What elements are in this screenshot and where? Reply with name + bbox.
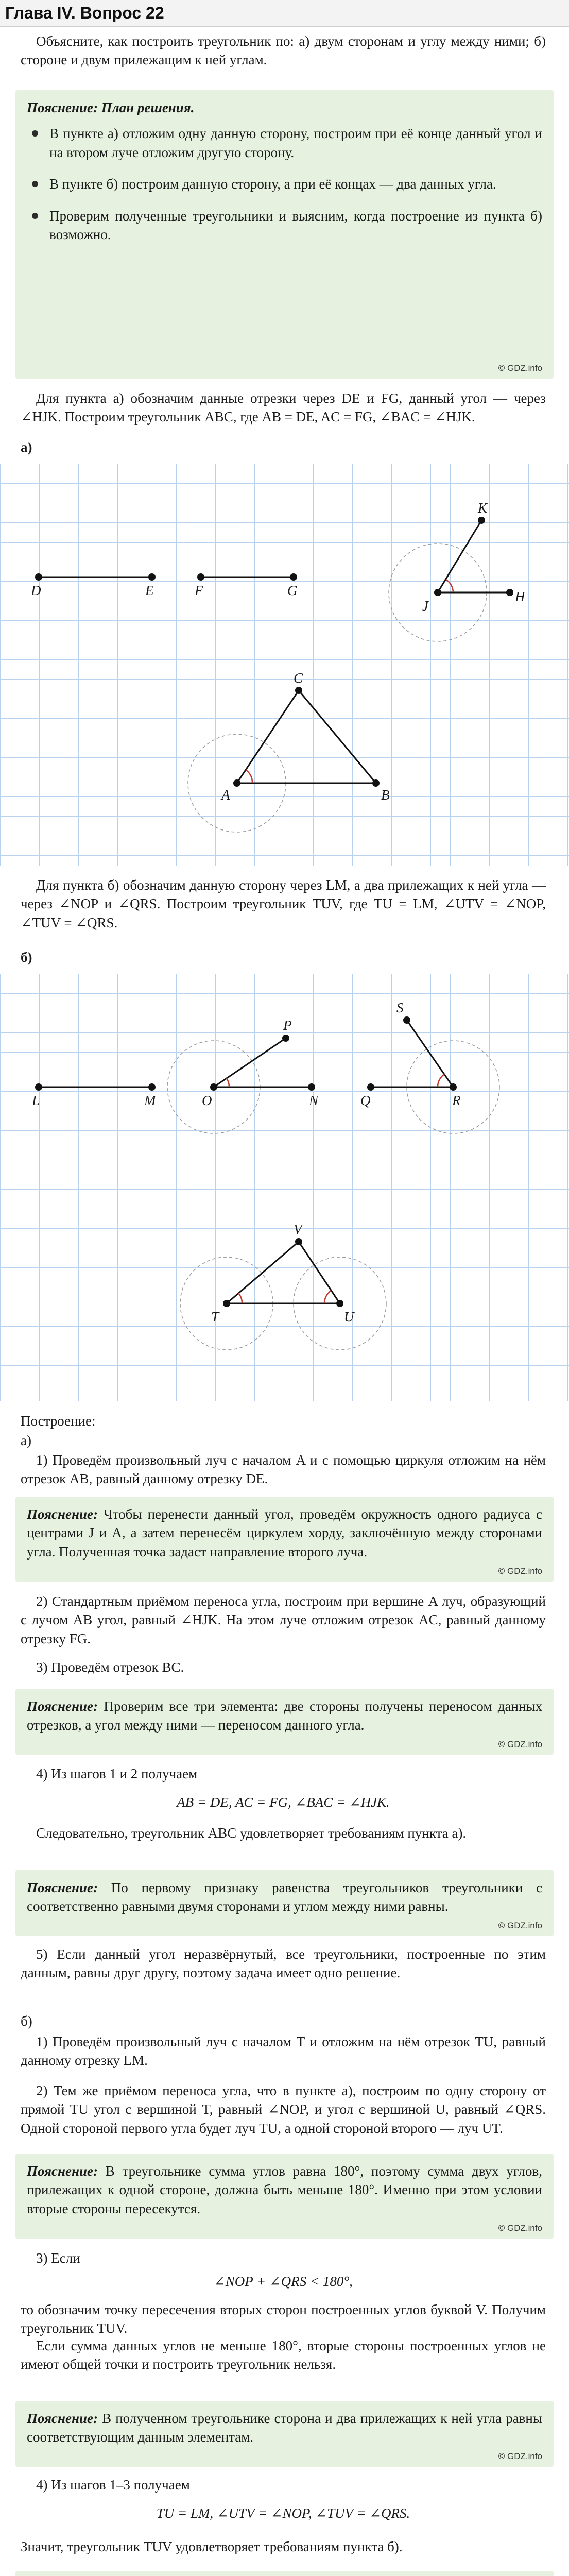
plan-item: В пункте б) построим данную сторону, а при её концах — два данных угла. <box>27 175 542 200</box>
conclusion-a: Следовательно, треугольник ABC удовлетворяет требованиям пункта а). <box>36 1825 467 1841</box>
note-text: Проверим все три элемента: две стороны получены переносом данных отрезков, а угол между ними — переносом данного угла. <box>27 1699 542 1733</box>
point-label: C <box>294 670 303 686</box>
note-label: Пояснение: <box>27 1880 98 1895</box>
point-label: R <box>452 1093 461 1108</box>
point-label: V <box>294 1222 302 1237</box>
point-label: E <box>145 583 154 598</box>
figure-a-drawing <box>0 464 569 866</box>
point-label: G <box>287 583 298 598</box>
point-label: A <box>221 787 230 803</box>
step-b3: 3) Если <box>36 2250 80 2266</box>
point-label: T <box>211 1309 219 1325</box>
point-label: O <box>202 1093 212 1108</box>
gdz-watermark: © GDZ.info <box>498 1739 542 1750</box>
gdz-watermark: © GDZ.info <box>498 363 542 374</box>
step-a3: 3) Проведём отрезок BC. <box>36 1659 184 1675</box>
construction-heading: Построение: <box>21 1413 96 1429</box>
point-label: F <box>195 583 203 598</box>
plan-item: В пункте а) отложим одну данную сторону, построим при её конце данный угол и на втором луче отложим другую сторону. <box>27 124 542 168</box>
point-label: M <box>144 1093 156 1108</box>
point-label: J <box>422 598 428 614</box>
note-label: Пояснение: <box>27 1699 98 1714</box>
step-b4: 4) Из шагов 1–3 получаем <box>36 2477 190 2493</box>
note-a3 <box>15 1870 554 1936</box>
point-label: K <box>478 500 488 516</box>
gdz-watermark: © GDZ.info <box>498 2451 542 2462</box>
figure-b-drawing <box>0 974 569 1401</box>
figure-a-label: а) <box>21 439 32 455</box>
step-a2: 2) Стандартным приёмом переноса угла, построим при вершине A луч, образующий с лучом AB угол, равный ∠HJK. На этом луче отложим отрезок AC, равный данному отрезку FG. <box>21 1594 546 1647</box>
point-label: L <box>32 1093 40 1108</box>
plan-label: Пояснение: План решения. <box>27 100 195 115</box>
step-a1: 1) Проведём произвольный луч с началом A и с помощью циркуля отложим на нём отрезок AB, равный данному отрезку DE. <box>21 1452 546 1487</box>
note-text: Чтобы перенести данный угол, проведём окружность одного радиуса с центрами J и A, а затем перенесём циркулем хорду, заключённую между сторонами угла. Полученная точка задаст направление второго луча. <box>27 1506 542 1560</box>
point-label: Q <box>360 1093 371 1108</box>
note-a2 <box>15 1689 554 1755</box>
point-label: U <box>344 1309 354 1325</box>
gdz-watermark: © GDZ.info <box>498 2223 542 2233</box>
page-title: Глава IV. Вопрос 22 <box>5 3 164 22</box>
point-label: D <box>31 583 41 598</box>
part-b-heading: б) <box>21 2013 32 2029</box>
part-a-intro: Для пункта а) обозначим данные отрезки через DE и FG, данный угол — через ∠HJK. Построим треугольник ABC, где AB = DE, AC = FG, ∠BAC = ∠HJK. <box>21 391 546 425</box>
point-label: B <box>381 787 390 803</box>
step-b3-cont: то обозначим точку пересечения вторых сторон построенных углов буквой V. Получим треугольник TUV. <box>21 2302 546 2336</box>
plan-note <box>15 90 554 379</box>
step-b2: 2) Тем же приёмом переноса угла, что в пункте а), построим по одну сторону от прямой TU угол с вершиной T, равный ∠NOP, и угол с вершиной U, равный ∠QRS. Одной стороной первого угла будет луч TU, а одной стороной второго — луч UT. <box>21 2083 546 2136</box>
note-label: Пояснение: <box>27 2163 98 2179</box>
part-b-intro: Для пункта б) обозначим данную сторону через LM, а два прилежащих к ней угла — через ∠NOP и ∠QRS. Построим треугольник TUV, где TU = LM, ∠UTV = ∠NOP, ∠TUV = ∠QRS. <box>21 877 546 930</box>
equation-b: TU = LM, ∠UTV = ∠NOP, ∠TUV = ∠QRS. <box>156 2505 410 2521</box>
note-a1 <box>15 1497 554 1582</box>
gdz-watermark: © GDZ.info <box>498 1566 542 1577</box>
question-text: Объясните, как построить треугольник по: а) двум сторонам и углу между ними; б) стороне и двум прилежащим к ней углам. <box>21 33 546 68</box>
page-header <box>0 0 569 27</box>
note-b3 <box>15 2571 554 2576</box>
equation-a: AB = DE, AC = FG, ∠BAC = ∠HJK. <box>177 1794 390 1810</box>
point-label: S <box>396 1000 404 1015</box>
point-label: N <box>309 1093 319 1108</box>
note-text: В треугольнике сумма углов равна 180°, поэтому сумма двух углов, прилежащих к одной стороне, должна быть меньше 180°. Именно при этом условии вторые стороны пересекутся. <box>27 2163 542 2216</box>
gdz-watermark: © GDZ.info <box>498 1921 542 1931</box>
step-b3-note: Если сумма данных углов не меньше 180°, вторые стороны построенных углов не имеют общей точки и построить треугольник нельзя. <box>21 2338 546 2372</box>
figure-b-label: б) <box>21 950 32 965</box>
note-label: Пояснение: <box>27 1506 98 1522</box>
conclusion-b: Значит, треугольник TUV удовлетворяет требованиям пункта б). <box>21 2539 403 2554</box>
plan-item: Проверим полученные треугольники и выясним, когда построение из пункта б) возможно. <box>27 207 542 250</box>
point-label: H <box>515 589 525 604</box>
part-a-heading: а) <box>21 1433 31 1448</box>
point-label: P <box>283 1018 292 1033</box>
note-text: По первому признаку равенства треугольников треугольники с соответственно равными двумя сторонами и углом между ними равны. <box>27 1880 542 1914</box>
step-a5: 5) Если данный угол неразвёрнутый, все треугольники, построенные по этим данным, равны друг другу, поэтому задача имеет одно решение. <box>21 1946 546 1981</box>
figure-b <box>0 950 569 1401</box>
figure-a <box>0 439 569 866</box>
note-b1 <box>15 2154 554 2239</box>
note-b2 <box>15 2401 554 2467</box>
inequality-b: ∠NOP + ∠QRS < 180°, <box>214 2274 353 2289</box>
note-text: В полученном треугольнике сторона и два прилежащих к ней угла равны соответствующим данным элементам. <box>27 2411 542 2445</box>
step-b1: 1) Проведём произвольный луч с началом T и отложим на нём отрезок TU, равный данному отрезку LM. <box>21 2034 546 2069</box>
note-label: Пояснение: <box>27 2411 98 2426</box>
step-a4: 4) Из шагов 1 и 2 получаем <box>36 1766 198 1782</box>
plan-list <box>27 124 542 250</box>
